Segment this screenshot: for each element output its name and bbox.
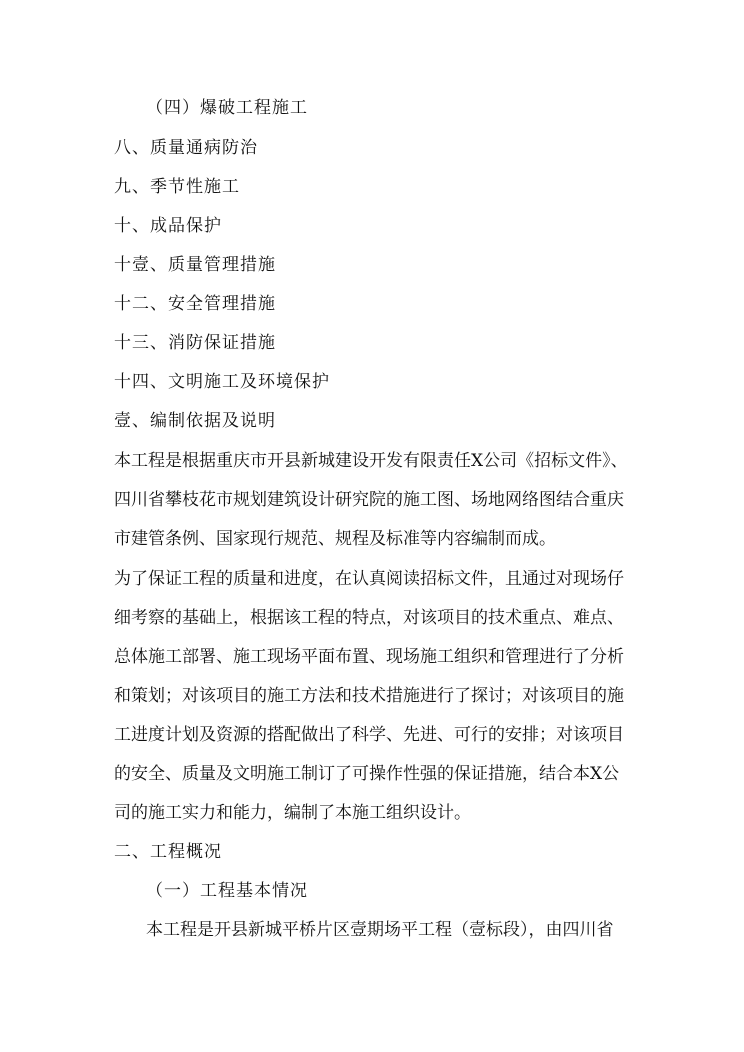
heading-basis: 壹、编制依据及说明	[114, 411, 276, 431]
heading-overview: 二、工程概况	[114, 842, 222, 862]
paragraph-2-line: 细考察的基础上，根据该工程的特点，对该项目的技术重点、难点、	[114, 608, 624, 628]
paragraph-2-line: 和策划；对该项目的施工方法和技术措施进行了探讨；对该项目的施	[114, 686, 624, 706]
paragraph-2-line: 的安全、质量及文明施工制订了可操作性强的保证措施，结合本X公	[114, 764, 620, 784]
heading-section-10: 十、成品保护	[114, 216, 222, 236]
paragraph-1-line: 市建管条例、国家现行规范、规程及标准等内容编制而成。	[114, 529, 556, 549]
paragraph-2-line: 司的施工实力和能力，编制了本施工组织设计。	[114, 803, 471, 823]
paragraph-1-line: 四川省攀枝花市规划建筑设计研究院的施工图、场地网络图结合重庆	[114, 490, 624, 510]
heading-section-11: 十壹、质量管理措施	[114, 255, 276, 275]
heading-section-14: 十四、文明施工及环境保护	[114, 372, 330, 392]
paragraph-1-line: 本工程是根据重庆市开县新城建设开发有限责任X公司《招标文件》、	[114, 451, 628, 471]
heading-section-12: 十二、安全管理措施	[114, 294, 276, 314]
heading-section-8: 八、质量通病防治	[114, 138, 258, 158]
heading-blasting: （四）爆破工程施工	[146, 98, 308, 118]
paragraph-2-line: 总体施工部署、施工现场平面布置、现场施工组织和管理进行了分析	[114, 647, 624, 667]
paragraph-3-line: 本工程是开县新城平桥片区壹期场平工程（壹标段），由四川省	[146, 920, 614, 940]
heading-section-13: 十三、消防保证措施	[114, 333, 276, 353]
paragraph-2-line: 为了保证工程的质量和进度，在认真阅读招标文件，且通过对现场仔	[114, 569, 624, 589]
paragraph-2-line: 工进度计划及资源的搭配做出了科学、先进、可行的安排；对该项目	[114, 725, 624, 745]
heading-basic-info: （一）工程基本情况	[146, 881, 308, 901]
heading-section-9: 九、季节性施工	[114, 177, 240, 197]
